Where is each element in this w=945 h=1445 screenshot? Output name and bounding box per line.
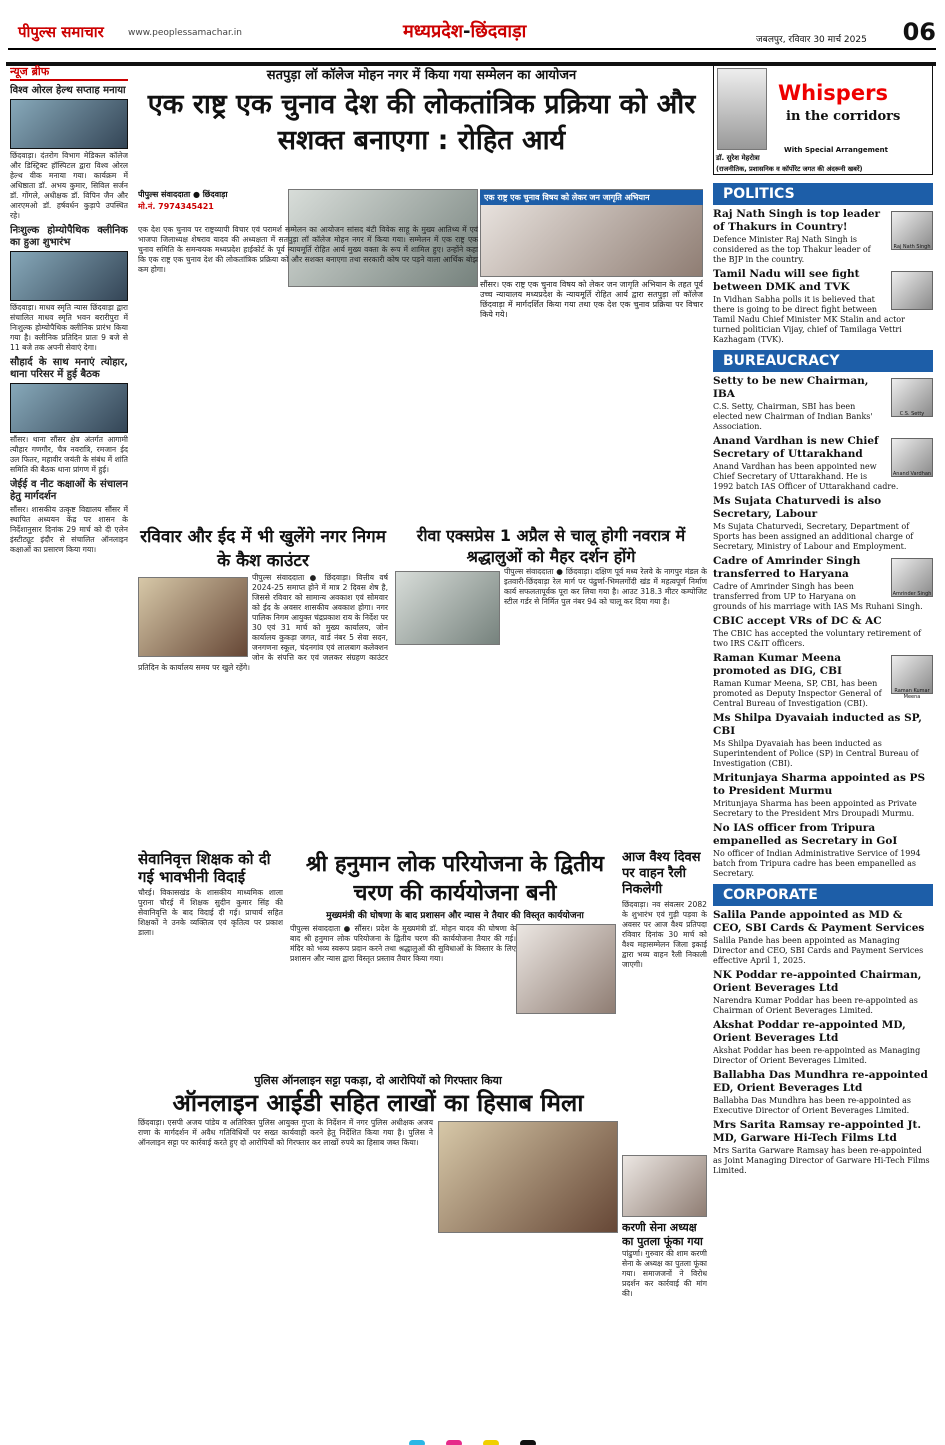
corporate-item (713, 1019, 933, 1066)
print-color-registration (0, 1432, 945, 1445)
lead-kicker: सतपुड़ा लॉ कॉलेज मोहन नगर में किया गया सम्मेलन का आयोजन (266, 68, 577, 83)
story-kicker: पुलिस ऑनलाइन सट्टा पकड़ा, दो आरोपियों को गिरफ्तार किया (254, 1074, 502, 1087)
black-mark (520, 1440, 536, 1445)
lead-phone: मो.नं. 7974345421 (138, 202, 214, 211)
corporate-section-label: CORPORATE (713, 884, 933, 906)
person-photo (891, 271, 933, 310)
whispers-description: (राजनीतिक, प्रशासनिक व कॉर्पोरेट जगत की अंदरूनी खबरें) (716, 165, 863, 173)
bureaucracy-item (713, 615, 933, 649)
item-text: Ballabha Das Mundhra has been re-appointed as Executive Director of Orient Beverages Limited. (713, 1096, 912, 1115)
story-text: छिंदवाड़ा। नव संवत्सर 2082 के शुभारंभ एवं गुड़ी पड़वा के अवसर पर आज वैश्य प्रतिपदा रविवार दिनांक 30 मार्च को वैश्य महासम्मेलन जिला इकाई द्वारा भव्य वाहन रैली निकाली जाएगी। (622, 900, 707, 969)
yellow-mark (483, 1440, 499, 1445)
whispers-logo: Whispers (778, 81, 888, 105)
brief-photo (10, 251, 128, 301)
lead-body: एक देश एक चुनाव पर राष्ट्रव्यापी विचार एवं परामर्श सम्मेलन का आयोजन सांसद बंटी विवेक साहू के मुख्य आतिथ्य में एवं भाजपा जिलाध्यक्ष शेषराव यादव की अध्यक्षता में सतपुड़ा लॉ कॉलेज मोहन नगर में किया गया। सम्मेलन में एक राष्ट्र एक चुनाव समिति के समन्वयक मध्यप्रदेश हाईकोर्ट के पूर्व न्यायमूर्ति रोहित आर्य मुख्य वक्ता के रूप में शामिल हुए। उन्होंने कहा कि एक राष्ट्र एक चुनाव देश की लोकतांत्रिक प्रक्रिया को और सशक्त बनाएगा तथा सरकारी कोष पर पड़ने वाला आर्थिक बोझ कम होगा। (138, 225, 478, 274)
story-cash-counters (138, 525, 388, 775)
publication-logo[interactable]: पीपुल्स समाचार (18, 23, 104, 41)
politics-item (713, 208, 933, 265)
brief-title: सौहार्द के साथ मनाएं त्योहार, थाना परिसर में हुई बैठक (10, 357, 128, 380)
police-photo (438, 1121, 618, 1233)
item-text: In Vidhan Sabha polls it is believed that there is going to be direct fight between Tamil Nadu Chief Minister MK Stalin and actor turned politician Vijay, chief of Tamilaga Vettri Kazhagam (TVK). (713, 295, 905, 344)
campaign-caption: एक राष्ट्र एक चुनाव विषय को लेकर जन जागृति अभियान (480, 190, 703, 205)
publication-date: जबलपुर, रविवार 30 मार्च 2025 (756, 35, 867, 45)
brief-text: सौंसर। थाना सौंसर क्षेत्र अंतर्गत आगामी त्यौहार गणगौर, चैत्र नवरात्रि, रमजान ईद उल फितर, महावीर जयंती के संबंध में शांति समिति की बैठक थाना प्रांगण में हुई। (10, 435, 128, 474)
railway-photo (395, 571, 500, 645)
story-text: पीपुल्स संवाददाता ● छिंदवाड़ा। दक्षिण पूर्व मध्य रेलवे के नागपुर मंडल के इतवारी-छिंदवाड़ा रेल मार्ग पर पंढुर्णा-भिमलगोंदी खंड में महत्वपूर्ण निर्माण कार्य सफलतापूर्वक पूरा कर लिया गया है। आउट 318.3 मीटर कम्पोजिट स्टील गर्डर से निर्मित पुल नंबर 94 को चालू कर दिया गया है। (504, 567, 707, 606)
bureaucracy-item (713, 435, 933, 492)
item-title: Salila Pande appointed as MD & CEO, SBI Cards & Payment Services (713, 909, 925, 934)
politics-section-label: POLITICS (713, 183, 933, 205)
brief-text: सौंसर। शासकीय उत्कृष्ट विद्यालय सौंसर में स्थापित अध्ययन केंद्र पर शासन के निर्देशानुसार दिनांक 29 मार्च को दी एलेन इंस्टीट्यूट इंदौर से संचालित ऑनलाइन कक्षाओं का प्रसारण किया गया। (10, 505, 128, 554)
corporate-item (713, 909, 933, 966)
item-title: Akshat Poddar re-appointed MD, Orient Beverages Ltd (713, 1019, 906, 1044)
item-text: Anand Vardhan has been appointed new Chief Secretary of Uttarakhand. He is 1992 batch IAS Officer of Uttarakhand cadre. (713, 462, 899, 491)
brief-photo (10, 383, 128, 433)
right-column (713, 183, 933, 1176)
story-headline: श्री हनुमान लोक परियोजना के द्वितीय चरण की कार्ययोजना बनी (305, 852, 605, 906)
item-text: Mrs Sarita Garware Ramsay has been re-appointed as Joint Managing Director of Garware Hi-Tech Films Limited. (713, 1146, 930, 1175)
story-karni-sena (622, 1155, 707, 1425)
story-text: पांढुर्णा। गुरुवार की शाम करणी सेना के अध्यक्ष का पुतला फूंका गया। समाजजनों ने विरोध प्रदर्शन कर कार्रवाई की मांग की। (622, 1249, 707, 1298)
brief-title: विश्व ओरल हेल्थ सप्ताह मनाया (10, 85, 126, 96)
story-headline: करणी सेना अध्यक्ष का पुतला फूंका गया (622, 1221, 703, 1248)
story-subhead: मुख्यमंत्री की घोषणा के बाद प्रशासन और न्यास ने तैयार की विस्तृत कार्ययोजना (326, 911, 584, 921)
item-title: Raman Kumar Meena promoted as DIG, CBI (713, 652, 842, 677)
person-photo: C.S. Setty (891, 378, 933, 417)
brief-item (10, 225, 128, 353)
item-title: NK Poddar re-appointed Chairman, Orient Beverages Ltd (713, 969, 922, 994)
bureaucracy-item (713, 375, 933, 432)
story-text: पीपुल्स संवाददाता ● छिंदवाड़ा। वित्तीय वर्ष 2024-25 समाप्त होने में मात्र 2 दिवस शेष है, जिससे रविवार को सामान्य अवकाश एवं सोमवार को ईद के अवसर शासकीय अवकाश होगा। नगर पालिक निगम आयुक्त चंद्रप्रकाश राय के निर्देश पर 30 एवं 31 मार्च को मुख्य कार्यालय, जोन कार्यालय कुकड़ा जगत, वार्ड नंबर 5 सेवा सदन, जनगणना स्कूल, चंदनगांव एवं लालबाग कलेक्शन जोन के संपत्ति कर एवं जलकर संग्रहण काउंटर प्रतिदिन के कार्यालय समय पर खुले रहेंगे। (138, 573, 388, 672)
item-text: Ms Sujata Chaturvedi, Secretary, Department of Sports has been assigned an additional charge of Secretary, Ministry of Labour and Employment. (713, 522, 914, 551)
columnist-photo (717, 68, 767, 150)
item-title: CBIC accept VRs of DC & AC (713, 615, 882, 627)
item-title: Raj Nath Singh is top leader of Thakurs in Country! (713, 208, 881, 233)
bureaucracy-item (713, 712, 933, 769)
story-headline: आज वैश्य दिवस पर वाहन रैली निकलेगी (622, 850, 701, 897)
story-text: चौरई। विकासखंड के शासकीय माध्यमिक शाला पुराना चौरई में शिक्षक सुदीन कुमार सिंह की सेवानिवृत्ति के बाद विदाई दी गई। प्राचार्य सहित शिक्षकों ने उनके व्यक्तित्व एवं कृतित्व पर प्रकाश डाला। (138, 888, 283, 937)
lead-story (138, 65, 705, 515)
item-title: Anand Vardhan is new Chief Secretary of Uttarakhand (713, 435, 879, 460)
cyan-mark (409, 1440, 425, 1445)
story-headline: सेवानिवृत्त शिक्षक को दी गई भावभीनी विदाई (138, 850, 271, 886)
person-photo: Amrinder Singh (891, 558, 933, 597)
news-brief-column (10, 64, 128, 555)
story-headline: रीवा एक्सप्रेस 1 अप्रैल से चालू होगी नवरात्र में श्रद्धालुओं को मैहर दर्शन होंगे (416, 526, 686, 566)
protest-photo (622, 1155, 707, 1217)
magenta-mark (446, 1440, 462, 1445)
brief-title: जेईई व नीट कक्षाओं के संचालन हेतु मार्गदर्शन (10, 479, 128, 502)
website-link[interactable]: www.peoplessamachar.in (128, 28, 242, 38)
bureaucracy-section-label: BUREAUCRACY (713, 350, 933, 372)
bureaucracy-item (713, 772, 933, 819)
whispers-masthead (713, 63, 933, 175)
brief-item (10, 479, 128, 555)
item-text: Raman Kumar Meena, SP, CBI, has been promoted as Deputy Inspector General of Central Bureau of Investigation (CBI). (713, 679, 882, 708)
corporate-item (713, 969, 933, 1016)
item-text: Defence Minister Raj Nath Singh is considered as the top Thakur leader of the BJP in the country. (713, 235, 871, 264)
brief-photo (10, 99, 128, 149)
bureaucracy-item (713, 555, 933, 612)
item-title: Mritunjaya Sharma appointed as PS to President Murmu (713, 772, 926, 797)
person-photo: Raman Kumar Meena (891, 655, 933, 694)
bureaucracy-item (713, 495, 933, 552)
item-title: Mrs Sarita Ramsay re-appointed Jt. MD, Garware Hi-Tech Films Ltd (713, 1119, 921, 1144)
story-rewa-express (395, 525, 707, 775)
bureaucracy-item (713, 652, 933, 709)
item-title: Ms Shilpa Dyavaiah inducted as SP, CBI (713, 712, 922, 737)
story-headline: ऑनलाइन आईडी सहित लाखों का हिसाब मिला (172, 1089, 584, 1117)
columnist-name: डॉ. सुरेश मेहरोत्रा (716, 154, 760, 162)
item-title: Ms Sujata Chaturvedi is also Secretary, Labour (713, 495, 882, 520)
item-title: Tamil Nadu will see fight between DMK and TVK (713, 268, 860, 293)
item-text: Cadre of Amrinder Singh has been transferred from UP to Haryana on grounds of his marriage with IAS Ms Ruhani Singh. (713, 582, 923, 611)
politics-item (713, 268, 933, 345)
lead-headline: एक राष्ट्र एक चुनाव देश की लोकतांत्रिक प्रक्रिया को और सशक्त बनाएगा : रोहित आर्य (147, 89, 696, 156)
brief-item (10, 85, 128, 221)
brief-text: छिंदवाड़ा। दंतरोग विभाग मेडिकल कॉलेज और डिस्ट्रिक्ट हॉस्पिटल द्वारा विश्व ओरल हेल्थ वीक मनाया गया। कार्यक्रम में अधिष्ठाता डॉ. अभय कुमार, सिविल सर्जन डॉ. गोंगले, अधीक्षक डॉ. विपिन जैन और आरएमओ डॉ. हर्षवर्धन कुड़ापे उपस्थित रहे। (10, 151, 128, 220)
masthead (8, 8, 936, 50)
story-headline: रविवार और ईद में भी खुलेंगे नगर निगम के कैश काउंटर (140, 527, 386, 571)
temple-photo (516, 924, 616, 1014)
story-retirement (138, 850, 283, 1050)
corporate-item (713, 1069, 933, 1116)
story-hanuman-lok (290, 850, 620, 1060)
person-photo: Anand Vardhan (891, 438, 933, 477)
item-text: Narendra Kumar Poddar has been re-appointed as Chairman of Orient Beverages Limited. (713, 996, 918, 1015)
item-title: Ballabha Das Mundhra re-appointed ED, Orient Beverages Ltd (713, 1069, 928, 1094)
item-text: Akshat Poddar has been re-appointed as Managing Director of Orient Beverages Limited. (713, 1046, 921, 1065)
corporate-item (713, 1119, 933, 1176)
lead-byline: पीपुल्स संवाददाता ● छिंदवाड़ा (138, 190, 228, 199)
item-text: Salila Pande has been appointed as Managing Director and CEO, SBI Cards and Payment Services effective April 1, 2025. (713, 936, 924, 965)
whispers-subtitle: in the corridors (786, 109, 901, 124)
item-text: Ms Shilpa Dyavaiah has been inducted as Superintendent of Police (SP) in Central Bureau of Investigation (CBI). (713, 739, 919, 768)
item-title: Setty to be new Chairman, IBA (713, 375, 869, 400)
bureaucracy-item (713, 822, 933, 879)
campaign-text: सौंसर। एक राष्ट्र एक चुनाव विषय को लेकर जन जागृति अभियान के तहत पूर्व उच्च न्यायालय मध्यप्रदेश के न्यायमूर्ति रोहित आर्य द्वारा सतपुड़ा लॉ कॉलेज छिंदवाड़ा में मार्गदर्शित किया गया तथा एक देश एक चुनाव प्रक्रिया पर विचार किये गये। (480, 280, 703, 319)
brief-item (10, 357, 128, 475)
brief-title: निःशुल्क होम्योपैथिक क्लीनिक का हुआ शुभारंभ (10, 225, 128, 248)
item-text: No officer of Indian Administrative Service of 1994 batch from Tripura cadre has been empanelled as Secretary. (713, 849, 921, 878)
item-title: Cadre of Amrinder Singh transferred to Haryana (713, 555, 861, 580)
municipal-photo (138, 577, 248, 657)
whispers-tagline: With Special Arrangement (784, 146, 888, 154)
item-title: No IAS officer from Tripura empanelled as Secretary in GoI (713, 822, 898, 847)
story-online-betting (138, 1073, 618, 1423)
item-text: The CBIC has accepted the voluntary retirement of two IRS C&IT officers. (713, 629, 921, 648)
brief-text: छिंदवाड़ा। माधव स्मृति न्यास छिंदवाड़ा द्वारा संचालित माधव स्मृति भवन बरारीपुरा में निःशुल्क होम्योपैथिक क्लीनिक प्रारंभ किया गया है। क्लीनिक प्रतिदिन प्रातः 9 बजे से 11 बजे तक अपनी सेवाएं देगा। (10, 303, 128, 352)
section-title: मध्यप्रदेश-छिंदवाड़ा (403, 21, 527, 42)
story-text: छिंदवाड़ा। एसपी अजय पांडेय व अतिरिक्त पुलिस आयुक्त गुप्ता के निर्देशन में नगर पुलिस अधीक्षक अजय राणा के मार्गदर्शन में अवैध गतिविधियों पर सख्त कार्यवाही करने हेतु निर्देशित किया गया है। पुलिस ने ऑनलाइन सट्टा पर कार्रवाई करते हुए दो आरोपियों को गिरफ्तार कर लाखों रुपये का हिसाब जब्त किया। (138, 1118, 433, 1147)
news-brief-label: न्यूज ब्रीफ (10, 64, 128, 81)
item-text: C.S. Setty, Chairman, SBI has been elected new Chairman of Indian Banks' Association. (713, 402, 873, 431)
item-text: Mritunjaya Sharma has been appointed as Private Secretary to the President Mrs Droupadi Murmu. (713, 799, 917, 818)
story-vaishya-day (622, 850, 707, 1060)
person-photo: Raj Nath Singh (891, 211, 933, 250)
page-number: 06 (902, 18, 936, 46)
story-text: पीपुल्स संवाददाता ● सौंसर। प्रदेश के मुख्यमंत्री डॉ. मोहन यादव की घोषणा के बाद श्री हनुमान लोक परियोजना के द्वितीय चरण की कार्ययोजना तैयार की गई। मंदिर को भव्य स्वरूप प्रदान करने तथा श्रद्धालुओं की सुविधाओं के विस्तार के लिए प्रशासन और न्यास द्वारा विस्तृत प्रस्ताव तैयार किया गया। (290, 924, 516, 963)
